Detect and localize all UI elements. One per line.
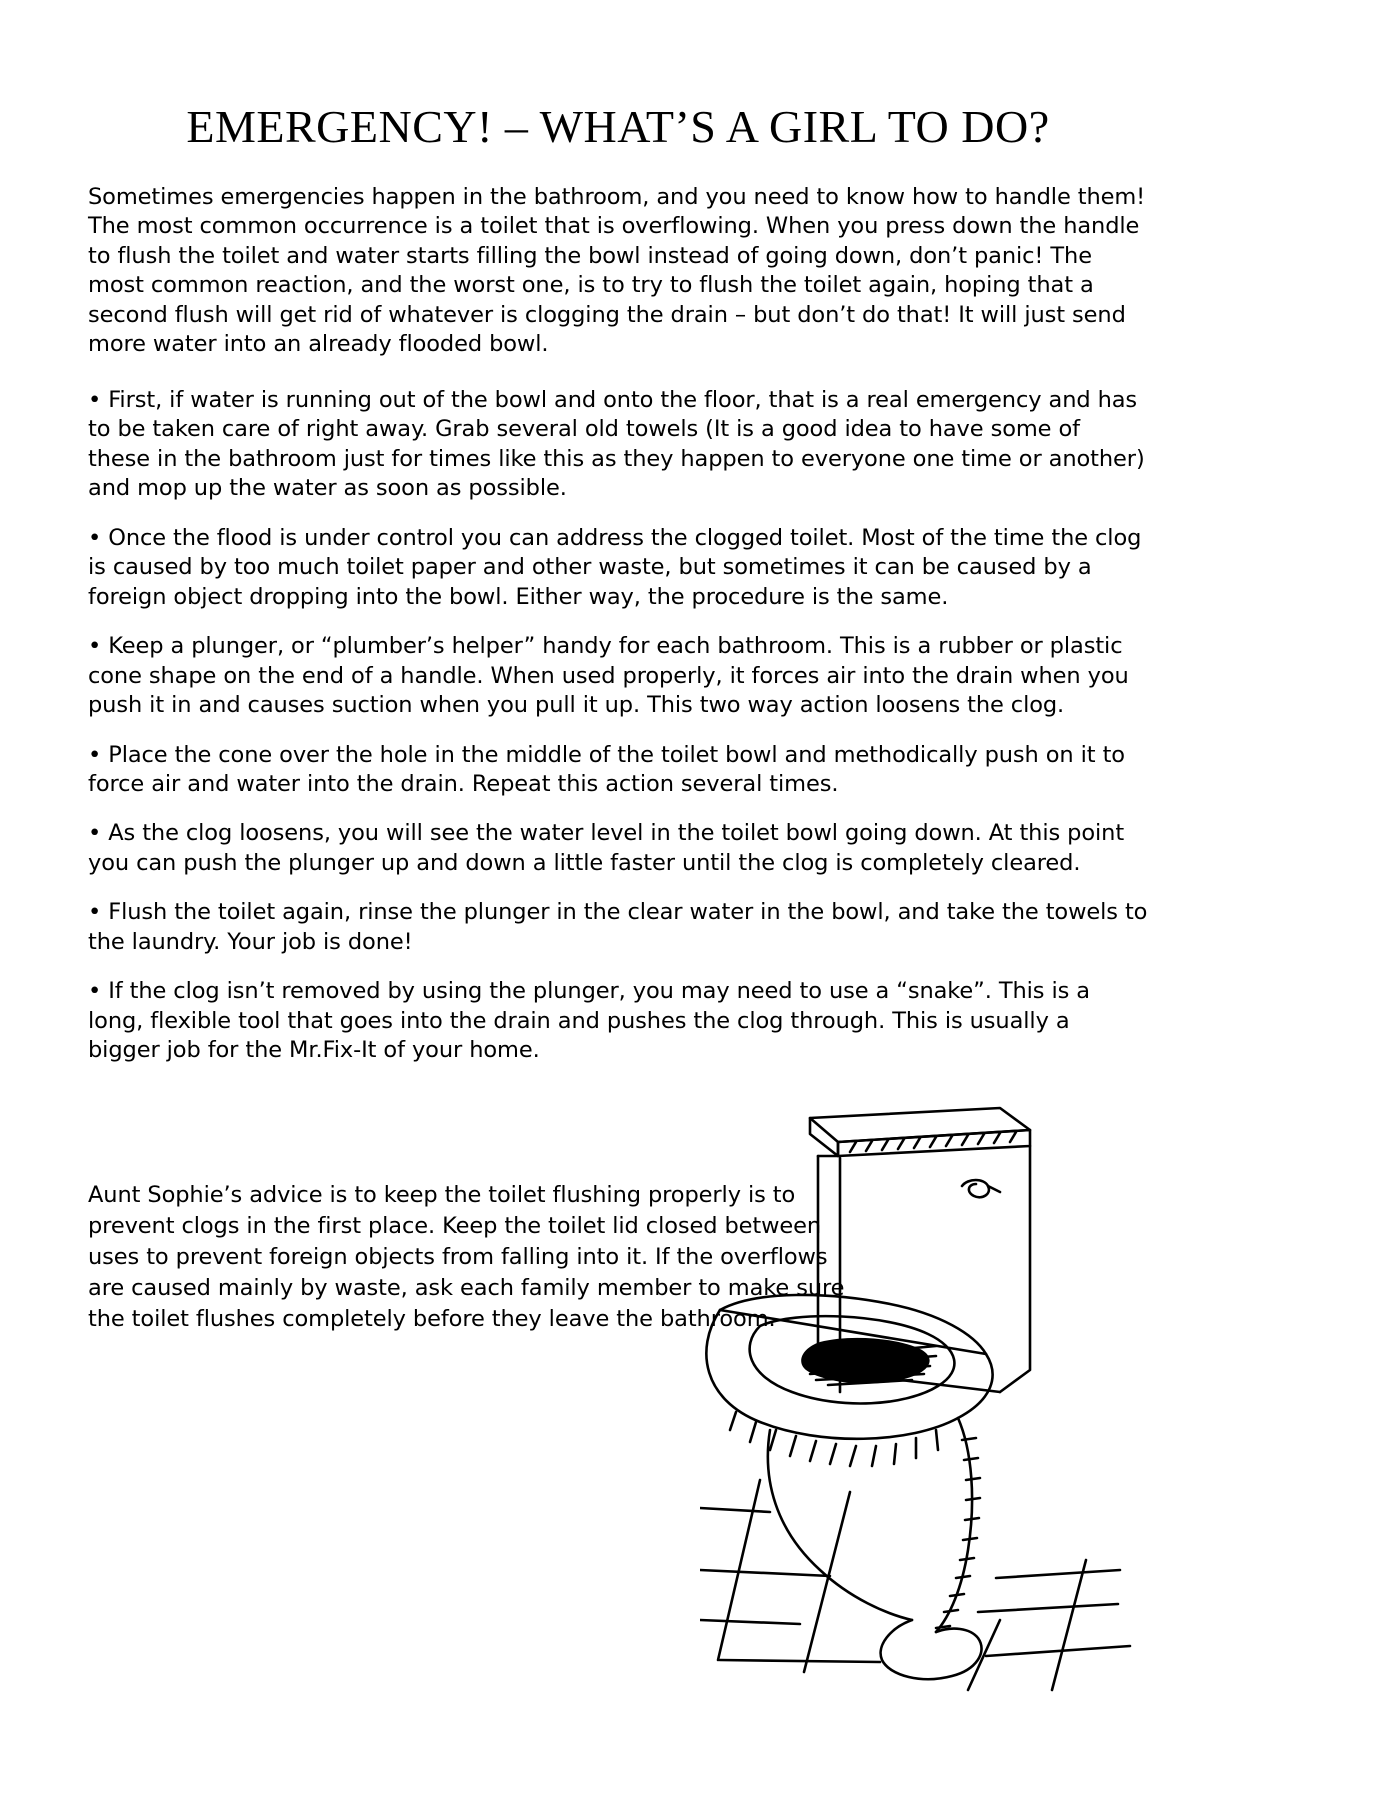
bullet-item-2: • Once the flood is under control you can address the clogged toilet. Most of the time the clog is caused by too much toilet paper and other waste, but sometimes it can be caused by a foreign object dropping into the bowl. Either way, the procedure is the same. (88, 524, 1142, 610)
toilet-line-drawing-icon (700, 1100, 1340, 1700)
intro-paragraph: Sometimes emergencies happen in the bathroom, and you need to know how to handle them! The most common occurrence is a toilet that is overflowing. When you press down the handle to flush the toilet and water starts filling the bowl instead of going down, don’t panic! The most common reaction, and the worst one, is to try to flush the toilet again, hoping that a second flush will get rid of whatever is clogging the drain – but don’t do that! It will just send more water into an already flooded bowl. (88, 184, 1146, 358)
bullet-item-7: • If the clog isn’t removed by using the plunger, you may need to use a “snake”. This is a long, flexible tool that goes into the drain and pushes the clog through. This is usually a bigger job for the Mr.Fix-It of your home. (88, 978, 1090, 1064)
closing-paragraph: Aunt Sophie’s advice is to keep the toilet flushing properly is to prevent clogs in the first place. Keep the toilet lid closed between uses to prevent foreign objects from falling into it. If the overflows are caused mainly by waste, ask each family member to make sure the toilet flushes completely before they leave the bathroom. (88, 1182, 845, 1333)
bullet-item-5: • As the clog loosens, you will see the water level in the toilet bowl going down. At this point you can push the plunger up and down a little faster until the clog is completely cleared. (88, 820, 1125, 876)
bullet-item-3: • Keep a plunger, or “plumber’s helper” handy for each bathroom. This is a rubber or plastic cone shape on the end of a handle. When used properly, it forces air into the drain when you push it in and causes suction when you pull it up. This two way action loosens the clog. (88, 633, 1129, 719)
bullet-item-6: • Flush the toilet again, rinse the plunger in the clear water in the bowl, and take the towels to the laundry. Your job is done! (88, 899, 1148, 955)
toilet-illustration (700, 1100, 1340, 1700)
article-body (88, 100, 1148, 1086)
bullet-item-1: • First, if water is running out of the bowl and onto the floor, that is a real emergency and has to be taken care of right away. Grab several old towels (It is a good idea to have some of these in the bathroom just for times like this as they happen to everyone one time or another) and mop up the water as soon as possible. (88, 386, 1145, 502)
page-title: EMERGENCY! – WHAT’S A GIRL TO DO? (186, 101, 1050, 152)
bullet-item-4: • Place the cone over the hole in the middle of the toilet bowl and methodically push on it to force air and water into the drain. Repeat this action several times. (88, 741, 1125, 797)
